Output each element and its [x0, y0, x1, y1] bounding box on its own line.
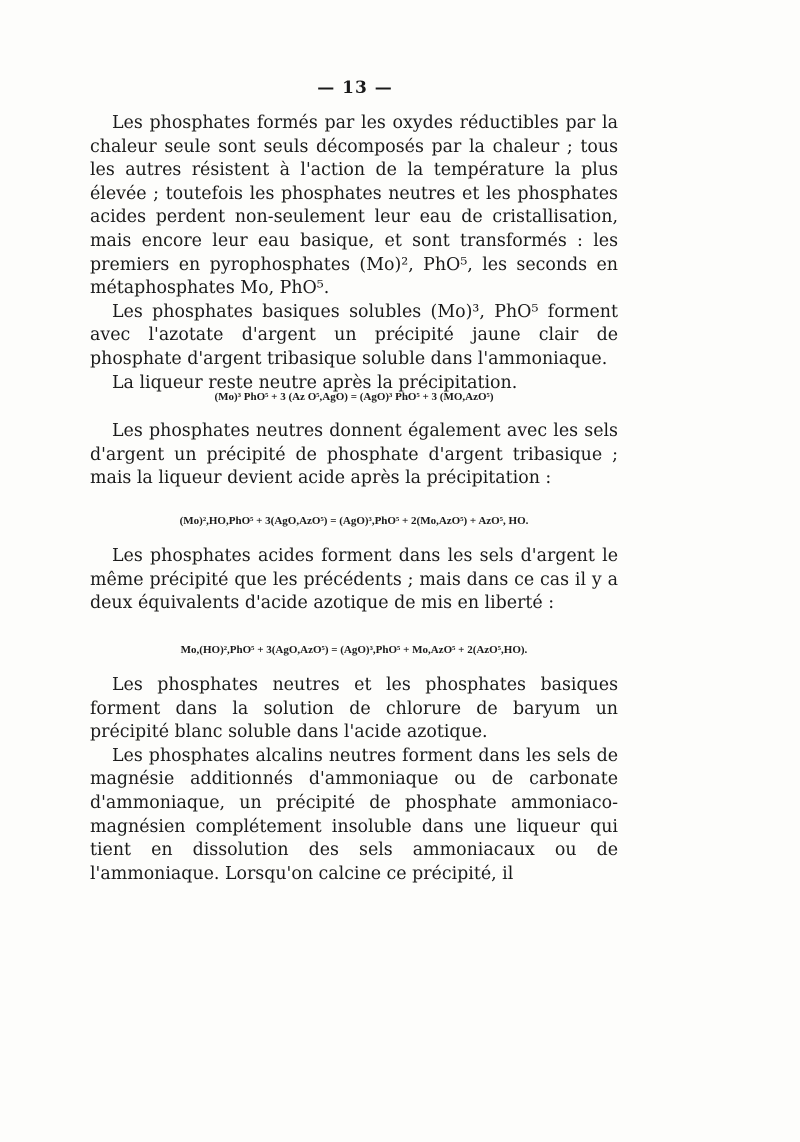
paragraph-4: Les phosphates neutres donnent également avec les sels d'argent un précipité de phosphate d'argent tribasique ; mais la liqueur devient acide après la précipitation : — [90, 421, 618, 489]
page-number: — 13 — — [317, 78, 393, 98]
equation-1: (Mo)³ PhO⁵ + 3 (Az O⁵,AgO) = (AgO)³ PhO⁵ + 3 (MO,AzO⁵) — [214, 391, 494, 403]
paragraph-2: Les phosphates basiques solubles (Mo)³, PhO⁵ forment avec l'azotate d'argent un précipité jaune clair de phosphate d'argent tribasique soluble dans l'ammoniaque. — [90, 301, 618, 369]
paragraph-5: Les phosphates acides forment dans les sels d'argent le même précipité que les précédents ; mais dans ce cas il y a deux équivalents d'acide azotique de mis en liberté : — [90, 546, 618, 614]
equation-2: (Mo)²,HO,PhO⁵ + 3(AgO,AzO⁵) = (AgO)³,PhO⁵ + 2(Mo,AzO⁵) + AzO⁵, HO. — [179, 515, 529, 527]
paragraph-7: Les phosphates alcalins neutres forment dans les sels de magnésie additionnés d'ammoniaque ou de carbonate d'ammoniaque, un précipité de phosphate ammoniaco-magnésien complétement insoluble dans une liqueur qui tient en dissolution des sels ammoniacaux ou de l'ammoniaque. Lorsqu'on calcine ce précipité, il — [90, 745, 618, 884]
paragraph-3: La liqueur reste neutre après la précipitation. — [112, 372, 518, 393]
paragraph-6: Les phosphates neutres et les phosphates basiques forment dans la solution de chlorure de baryum un précipité blanc soluble dans l'acide azotique. — [90, 675, 618, 743]
paragraph-1: Les phosphates formés par les oxydes réductibles par la chaleur seule sont seuls décomposés par la chaleur ; tous les autres résistent à l'action de la température la plus élevée ; toutefois les phosphates neutres et les phosphates acides perdent non-seulement leur eau de cristallisation, mais encore leur eau basique, et sont transformés : les premiers en pyrophosphates (Mo)², PhO⁵, les seconds en métaphosphates Mo, PhO⁵. — [90, 113, 618, 299]
text-block-2 — [90, 420, 618, 491]
equation-3: Mo,(HO)²,PhO⁵ + 3(AgO,AzO⁵) = (AgO)³,PhO⁵ + Mo,AzO⁵ + 2(AzO⁵,HO). — [180, 644, 528, 656]
text-block-4 — [90, 674, 618, 886]
text-block-1 — [90, 112, 618, 395]
text-block-3 — [90, 545, 618, 616]
